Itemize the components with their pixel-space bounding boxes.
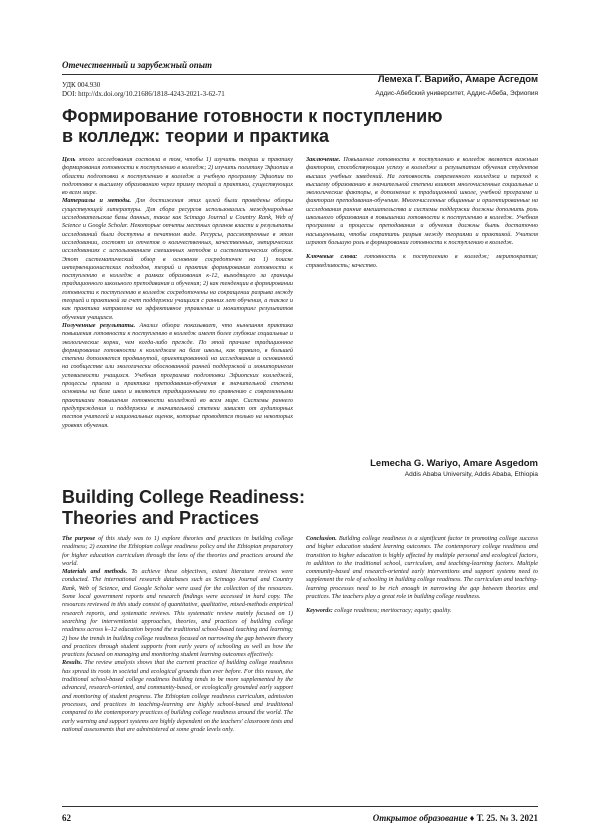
ru-abstract-right [306, 156, 538, 270]
en-affiliation: Addis Ababa University, Addis Ababa, Ethiopia [404, 471, 538, 478]
en-authors: Lemecha G. Wariyo, Amare Asgedom [370, 458, 538, 469]
en-title-line-1: Building College Readiness: [62, 487, 306, 507]
journal-name: Открытое образование [372, 813, 468, 823]
ru-abstract-left [62, 156, 293, 430]
en-purpose-paragraph [62, 535, 293, 568]
section-header: Отечественный и зарубежный опыт [62, 60, 212, 70]
footer-rule [62, 806, 538, 807]
ru-title-line-2: в колледж: теории и практика [62, 126, 330, 146]
en-purpose-text: of this study was to 1) explore theories and practices in building college readiness; 2) examine the Ethiopian college readiness policy and the Ethiopian preparatory for higher education curriculum through the lens of the theories and practices around the world. [62, 535, 293, 567]
ru-methods-paragraph [62, 197, 293, 321]
en-title [62, 487, 305, 529]
en-conclusion-text: Building college readiness is a significant factor in promoting college success and higher education student learning outcomes. The contemporary college readiness and transition to higher education is highly affected by multiple personal and ecological factors, in addition to the traditional school, curriculum, and teaching-learning factors. Multiple community-based and research-oriented early interventions and support systems need to supplement the role of schooling in building college readiness. The curriculum and teaching-learning processes need to be rich enough in narrowing the gap between theories and practices. The teachers play a great role in building college readiness. [306, 535, 538, 601]
en-keywords-text: college readiness; meritocracy; equity; quality. [332, 607, 452, 615]
issue-number: Т. 25. № 3. 2021 [476, 813, 538, 823]
ru-title-line-1: Формирование готовности к поступлению [62, 106, 443, 126]
en-methods-paragraph [62, 568, 293, 659]
ru-title [62, 106, 443, 146]
ru-affiliation: Аддис-Абебский университет, Аддис-Абеба, Эфиопия [375, 90, 538, 97]
diamond-icon: ♦ [469, 813, 475, 823]
ru-results-paragraph [62, 322, 293, 430]
ru-purpose-text: этого исследования состояла в том, чтобы 1) изучить теории и практику формирования готовности к поступлению в колледж; 2) изучить политику Эфиопии в области подготовки к поступлению в колледж и учебную программу Эфиопии по подготовке к высшему образованию через призму теорий и практики, существующих во всем мире. [62, 156, 293, 197]
journal-issue [373, 813, 538, 823]
ru-conclusion-paragraph [306, 156, 538, 247]
en-methods-text: To achieve these objectives, extant literature reviews were conducted. The international research databases such as Scimago Journal and Country Rank, Web of Science, and Google Scholar were used for the collection of the resources. Some local government reports and research findings were accessed in hard copy. The resources reviewed in this study consist of quantitative, qualitative, mixed-methods empirical research reports, and systematic reviews. This systematic review mainly focused on 1) searching for interventionist approaches, theories, and practices of building college readiness across k–12 education beyond the traditional school-based teaching and learning; 2) how the trends in building college readiness focused on narrowing the gap between theory and practices through student supports from early years of schooling as well as how the practices focused on managing and monitoring student learning outcomes effectively. [62, 568, 293, 659]
en-abstract-right [306, 535, 538, 616]
ru-conclusion-text: Повышение готовности к поступлению в колледж является важным фактором, способствующим успеху в колледже и результатам обучения студентов высших учебных заведений. На готовность современного колледжа и переход к высшему образованию в значительной степени влияют многочисленные социальные и экологические факторы, в дополнение к традиционной школе, учебной программе и факторам преподавания-обучения. Многочисленные общинные и ориентированные на исследования ранние вмешательства и системы поддержки должны дополнить роль школьного образования в повышении готовности к поступлению в колледж. Учебная программа и процессы преподавания и обучения должны быть достаточно насыщенными, чтобы сократить разрыв между теориями и практикой. Учителя играют большую роль в формировании готовности к поступлению в колледж. [306, 156, 538, 246]
ru-results-label: Полученные результаты. [62, 321, 136, 329]
en-purpose-label: The purpose [62, 535, 96, 542]
ru-methods-text: Для достижения этих целей были проведены обзоры существующей литературы. Для сбора ресурсов использовались международные исследовательские базы данных, такие как Scimago Journal и Country Rank, Web of Science и Google Scholar. Некоторые отчеты местных органов власти и результаты исследований были доступны в печатном виде. Ресурсы, рассмотренные в этом исследовании, состоят из отчетов о количественных, качественных, эмпирических исследованиях с использованием смешанных методов и систематических обзоров. Этот систематический обзор в основном сосредоточен на 1) поиске интервенционистских подходов, теорий и практик формирования готовности к поступлению в колледж в рамках образования к-12, выходящего за границы традиционного школьного преподавания и обучения; 2) как тенденции в формировании готовности к поступлению в колледж сосредоточены на сокращении разрыва между теорией и практикой за счет поддержки учащихся с ранних лет обучения, а также и как практика направлена на эффективное управление и мониторинг результатов обучения учащихся. [62, 197, 293, 321]
en-keywords-label: Keywords: [306, 607, 333, 615]
ru-conclusion-label: Заключение. [306, 156, 341, 163]
en-conclusion-paragraph [306, 535, 538, 601]
ru-methods-label: Материалы и методы. [62, 197, 132, 205]
ru-purpose-paragraph [62, 156, 293, 197]
ru-purpose-label: Цель [62, 156, 76, 163]
ru-keywords-text: готовность к поступлению в колледж; меритократия; справедливость; качество. [306, 253, 538, 269]
ru-results-text: Анализ обзора показывает, что нынешняя практика повышения готовности к поступлению в колледж имеет более глубокие социальные и экологические корни, чем когда-либо прежде. По этой причине традиционное формирование готовности к колледжам на базе школы, как правило, в большей степени дополняется продвинутой, ориентированной на исследования и основанной на сообществе или экологически обоснованной ранней поддержкой и мониторингом успеваемости учащихся. Учебная программа подготовки Эфиопских колледжей, процессы приема и практика преподавания-обучения в значительной степени основаны на базе школ и являются традиционными по сравнению с современными практиками повышения готовности колледжей во всем мире. Системы раннего предупреждения и поддержки в значительной степени зависят от аудиторных тестов учителей и национальных оценок, которые проводятся только на некоторых уровнях обучения. [62, 321, 293, 429]
en-conclusion-label: Conclusion. [306, 535, 337, 542]
en-abstract-left [62, 535, 293, 734]
ru-keywords-label: Ключевые слова: [306, 253, 358, 261]
en-results-paragraph [62, 659, 293, 734]
doi: DOI: http://dx.doi.org/10.21686/1818-4243-2021-3-62-71 [62, 90, 225, 98]
en-results-text: The review analysis shows that the current practice of building college readiness has spread its roots in societal and ecological grounds than ever before. For this reason, the traditional school-based college readiness building tends to be more supplemented by the advanced, research-oriented, and community-based, or ecologically grounded early support and monitoring of student progress. The Ethiopian college readiness curriculum, admission processes, and practices in teaching-learning are highly school-based and traditional compared to the contemporary practices of building college readiness around the world. The early warning and support systems are highly dependent on the teachers' classroom tests and national assessments that are administered at some grade levels only. [62, 659, 293, 733]
ru-keywords-paragraph [306, 253, 538, 270]
page-number: 62 [62, 813, 71, 823]
footer [62, 813, 538, 823]
en-title-line-2: Theories and Practices [62, 508, 260, 528]
en-results-label: Results. [62, 659, 83, 667]
ru-authors: Лемеха Г. Варийо, Амаре Асгедом [377, 74, 538, 85]
udc: УДК 004.930 [62, 81, 101, 89]
en-methods-label: Materials and methods. [62, 568, 128, 576]
en-keywords-paragraph [306, 607, 538, 615]
